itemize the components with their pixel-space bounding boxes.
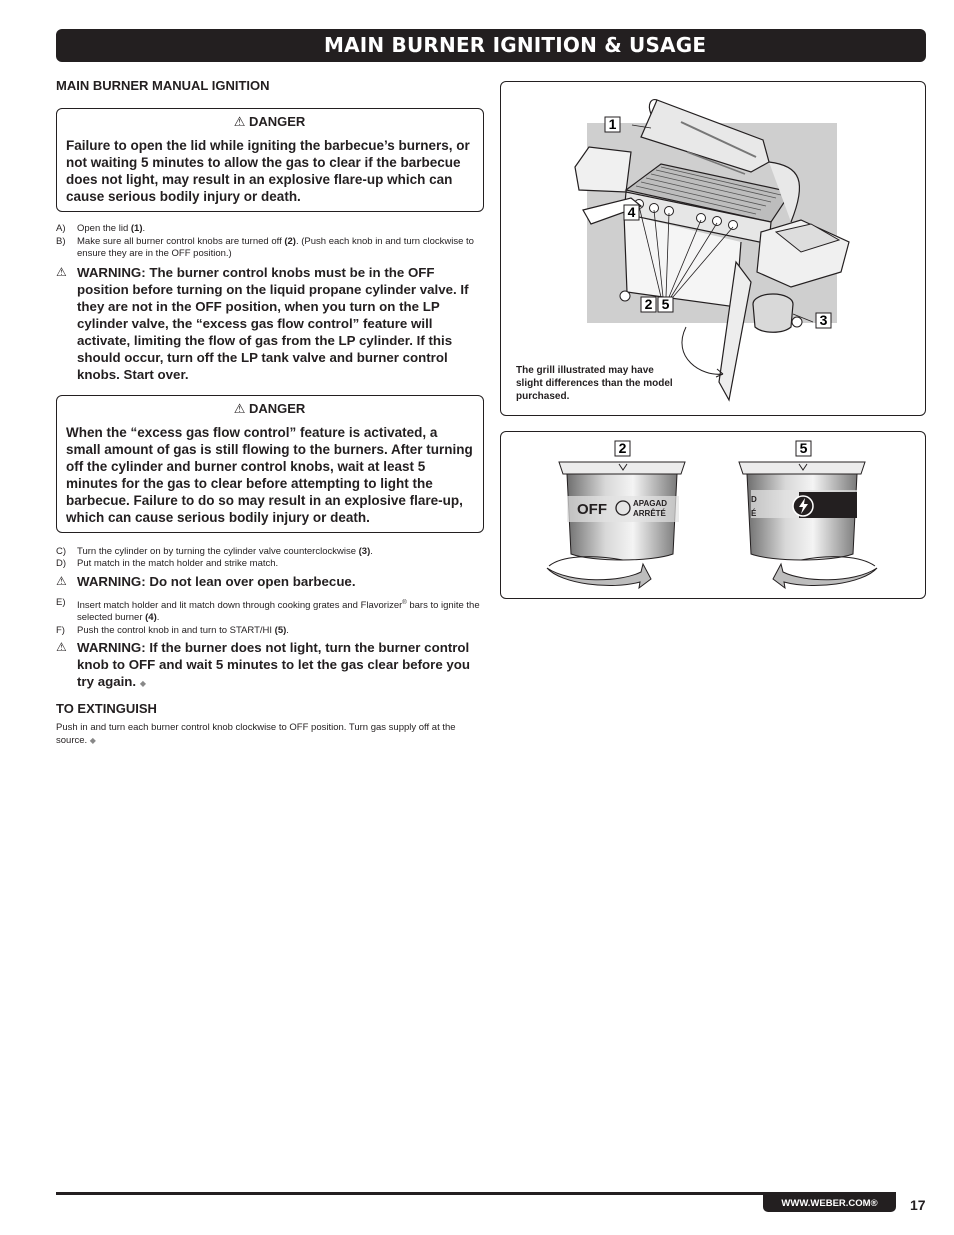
step-b-end: . (Push each knob in and turn clockwise to ensure they are in the OFF position.) — [77, 235, 474, 259]
knob-arrete-label: ARRÊTÉ — [633, 509, 666, 518]
warning-3-text — [77, 639, 484, 692]
clockwise-arrow-icon — [547, 564, 651, 588]
knob-figure — [500, 431, 926, 599]
callout-5b: 5 — [799, 440, 808, 456]
svg-text:3: 3 — [819, 312, 828, 328]
figure-caption: The grill illustrated may have slight differences than the model purchased. — [516, 365, 673, 402]
callout-3 — [816, 312, 831, 328]
grill-figure — [500, 81, 926, 416]
step-c — [56, 546, 484, 559]
step-c-ref: (3) — [358, 545, 371, 557]
end-diamond-icon: ◆ — [89, 736, 96, 746]
step-e — [56, 597, 484, 625]
page-number: 17 — [910, 1197, 926, 1213]
step-a-text — [77, 223, 145, 236]
step-f-letter: F) — [56, 624, 65, 636]
section-title: MAIN BURNER MANUAL IGNITION — [56, 78, 270, 93]
warning-icon: ⚠ — [56, 640, 67, 655]
warning-1-text: WARNING: The burner control knobs must be in the OFF position before turning on the liquid propane cylinder valve. If they are not in the OFF position, when you turn on the LP cylinder valve, the “excess gas flow control” feature will activate, limiting the flow of gas from the LP cylinder. If this should occur, turn off the LP tank valve and burner control knobs. Start over. — [77, 264, 469, 382]
step-c-end: . — [370, 545, 373, 557]
step-f-text — [77, 625, 289, 638]
warning-2 — [56, 573, 484, 590]
step-f-body: Push the control knob in and turn to START/HI — [77, 624, 275, 636]
end-diamond-icon: ◆ — [139, 679, 146, 689]
footer-website: WWW.WEBER.COM® — [763, 1195, 896, 1212]
step-e-reg: ® — [402, 599, 407, 606]
extinguish-text — [56, 721, 484, 747]
step-f — [56, 625, 484, 638]
callout-4 — [624, 204, 639, 220]
step-e-body2: bars to ignite the selected burner — [77, 599, 480, 624]
svg-text:1: 1 — [608, 116, 617, 132]
knob-off — [547, 440, 685, 588]
warning-1 — [56, 264, 484, 383]
callout-2b: 2 — [618, 440, 627, 456]
step-e-letter: E) — [56, 596, 66, 608]
step-a-ref: (1) — [130, 223, 143, 234]
callout-2 — [641, 296, 656, 312]
warning-3 — [56, 639, 484, 692]
step-f-end: . — [286, 624, 289, 636]
svg-text:2: 2 — [644, 296, 653, 312]
knob-start-hi — [739, 440, 877, 588]
knob-partial-e: É — [751, 509, 757, 518]
step-b-ref: (2) — [284, 235, 296, 247]
danger-body-2: When the “excess gas flow control” feature is activated, a small amount of gas is still flowing to the burners. After turning off the cylinder and burner control knobs, wait at least 5 minutes for the gas to clear before attempting to light the barbecue. Failure to do so may result in an explosive flare-up, which can cause serious bodily injury or death. — [66, 424, 473, 525]
svg-text:4: 4 — [627, 204, 636, 220]
step-f-ref: (5) — [274, 624, 287, 636]
step-b-text — [77, 236, 484, 261]
step-b — [56, 236, 484, 261]
step-d-letter: D) — [56, 558, 67, 569]
step-d — [56, 558, 484, 571]
left-side-table — [575, 147, 631, 192]
callout-5 — [658, 296, 673, 312]
extinguish-body: Push in and turn each burner control knob clockwise to OFF position. Turn gas supply off at the source. — [56, 722, 456, 747]
step-c-letter: C) — [56, 545, 67, 557]
warning-icon: ⚠ — [56, 573, 67, 588]
warning-2-text: WARNING: Do not lean over open barbecue. — [77, 573, 356, 589]
step-a-body: Open the lid — [77, 223, 131, 234]
warning-icon: ⚠ — [56, 264, 67, 279]
step-c-text — [77, 546, 373, 559]
title-bar — [56, 29, 926, 62]
knob-off-label: OFF — [577, 501, 607, 518]
step-c-body: Turn the cylinder on by turning the cylinder valve counterclockwise — [77, 545, 359, 557]
danger-title-2: ⚠ DANGER — [233, 400, 306, 416]
step-e-ref: (4) — [145, 612, 157, 624]
step-e-body: Insert match holder and lit match down through cooking grates and Flavorizer — [77, 599, 403, 611]
step-a-letter: A) — [56, 223, 66, 234]
knob-apagado-label: APAGAD — [633, 499, 668, 508]
callout-1 — [605, 116, 620, 132]
knob-illustration — [501, 432, 925, 598]
counterclockwise-arrow-icon — [773, 564, 877, 588]
step-a — [56, 223, 484, 236]
extinguish-title: TO EXTINGUISH — [56, 701, 157, 717]
step-a-end: . — [142, 223, 146, 234]
page-title: MAIN BURNER IGNITION & USAGE — [324, 33, 707, 57]
step-e-text — [77, 597, 484, 625]
steps-ab — [56, 223, 484, 261]
step-b-letter: B) — [56, 235, 66, 247]
svg-text:5: 5 — [661, 296, 670, 312]
danger-body-1: Failure to open the lid while igniting the barbecue’s burners, or not waiting 5 minutes to allow the gas to clear if the barbecue does not light, may result in an explosive flare-up which can cause serious bodily injury or death. — [66, 138, 470, 204]
warning-3-body: WARNING: If the burner does not light, turn the burner control knob to OFF and wait 5 minutes to let the gas clear before you try again. — [77, 640, 471, 690]
step-b-body: Make sure all burner control knobs are turned off — [77, 235, 285, 247]
steps-cd — [56, 546, 484, 571]
left-column — [56, 78, 484, 747]
danger-box-2 — [56, 395, 484, 533]
danger-title-1: ⚠ DANGER — [233, 114, 306, 129]
step-e-end: . — [156, 612, 160, 624]
knob-partial-d: D — [751, 495, 757, 504]
step-d-text: Put match in the match holder and strike match. — [77, 558, 279, 569]
steps-ef — [56, 597, 484, 638]
danger-box-1 — [56, 108, 484, 212]
